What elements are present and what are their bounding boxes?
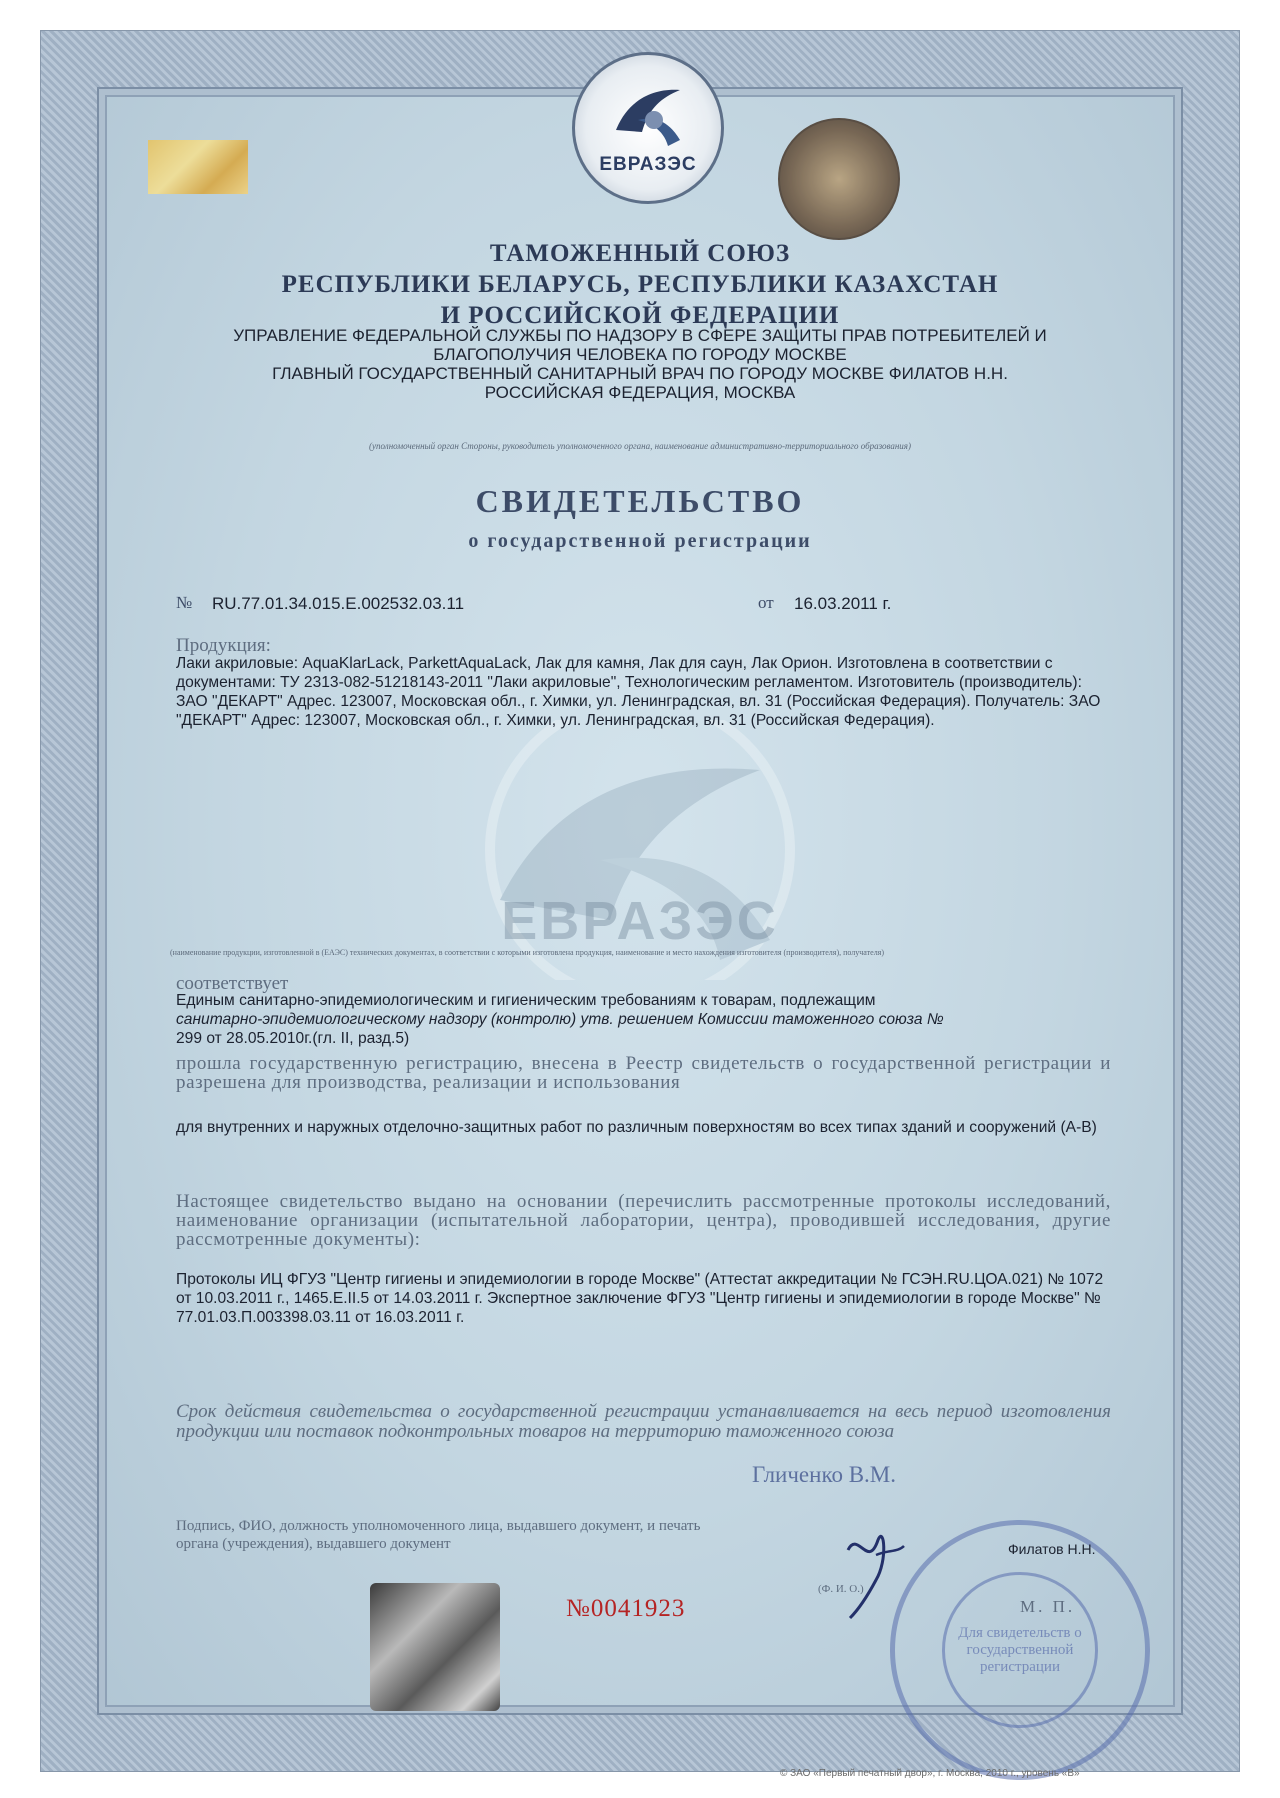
signature-caption: Подпись, ФИО, должность уполномоченного лица, выдавшего документ, и печать органа (учреждения), выдавшего документ [176,1518,701,1552]
authority-block [150,326,1130,402]
signer-name: Филатов Н.Н. [1008,1541,1096,1557]
eurasec-emblem-icon [608,80,688,150]
certificate-number: RU.77.01.34.015.E.002532.03.11 [212,594,465,613]
authority-line: БЛАГОПОЛУЧИЯ ЧЕЛОВЕКА ПО ГОРОДУ МОСКВЕ [433,345,847,364]
product-text: Лаки акриловые: AquaKlarLack, ParkettAquaLack, Лак для камня, Лак для саун, Лак Орион. Изготовлена в соответствии с документами: ТУ 2313-082-51218143-2011 "Лаки акриловые", Технологическим регламентом. Изготовитель (производитель): ЗАО "ДЕКАРТ" Адрес. 123007, Московская обл., г. Химки, ул. Ленинградская, вл. 31 (Российская Федерация). Получатель: ЗАО "ДЕКАРТ" Адрес: 123007, Московская обл., г. Химки, ул. Ленинградская, вл. 31 (Российская Федерация). [176,655,1101,729]
printer-imprint: © ЗАО «Первый печатный двор», г. Москва, 2010 г., уровень «В» [780,1768,1080,1779]
product-caption: (наименование продукции, изготовленной в (ЕАЭС) технических документах, в соответствии с которыми изготовлена продукция, наименование и место нахождения изготовителя (производителя), получателя) [170,948,885,957]
compliance-label: соответствует [176,973,289,994]
number-label: № [176,593,193,612]
stamp-place-label: М. П. [1020,1597,1076,1616]
fio-caption: (Ф. И. О.) [818,1583,864,1595]
official-stamp [890,1520,1150,1780]
signer-stamp-name: Гличенко В.М. [752,1462,896,1487]
union-line: ТАМОЖЕННЫЙ СОЮЗ [489,240,791,267]
authority-line: ГЛАВНЫЙ ГОСУДАРСТВЕННЫЙ САНИТАРНЫЙ ВРАЧ ПО ГОРОДУ МОСКВЕ ФИЛАТОВ Н.Н. [272,364,1008,383]
union-line: РЕСПУБЛИКИ БЕЛАРУСЬ, РЕСПУБЛИКИ КАЗАХСТАН [281,271,999,298]
hologram-strip [148,140,248,194]
validity-text: Срок действия свидетельства о государственной регистрации устанавливается на весь период изготовления продукции или поставок подконтрольных товаров на территорию таможенного союза [176,1401,1111,1442]
watermark-text: ЕВРАЗЭС [501,891,779,951]
serial-number: №0041923 [566,1595,686,1622]
certificate-title: СВИДЕТЕЛЬСТВО [475,483,805,519]
signature-icon [828,1510,928,1620]
compliance-line: 299 от 28.05.2010г.(гл. II, разд.5) [176,1030,410,1047]
product-label: Продукция: [176,635,271,656]
emblem-label: ЕВРАЗЭС [599,154,697,175]
embossed-seal-icon [778,118,900,240]
basis-text: Протоколы ИЦ ФГУЗ "Центр гигиены и эпидемиологии в городе Москве" (Аттестат аккредитации № ГСЭН.RU.ЦОА.021) № 1072 от 10.03.2011 г., 1465.Е.II.5 от 14.03.2011 г. Экспертное заключение ФГУЗ "Центр гигиены и эпидемиологии в городе Москве" № 77.01.03.П.003398.03.11 от 16.03.2011 г. [176,1271,1104,1326]
eurasec-emblem [572,52,724,204]
date-label: от [758,593,774,612]
certificate-date: 16.03.2011 г. [794,594,892,613]
authority-line: УПРАВЛЕНИЕ ФЕДЕРАЛЬНОЙ СЛУЖБЫ ПО НАДЗОРУ В СФЕРЕ ЗАЩИТЫ ПРАВ ПОТРЕБИТЕЛЕЙ И [233,326,1047,345]
union-line: И РОССИЙСКОЙ ФЕДЕРАЦИИ [440,302,840,329]
registration-text: для внутренних и наружных отделочно-защитных работ по различным поверхностям во всех типах зданий и сооружений (А-В) [176,1119,1097,1136]
registration-label: прошла государственную регистрацию, внесена в Реестр свидетельств о государственной регистрации и разрешена для производства, реализации и использования [176,1053,1111,1093]
compliance-line: Единым санитарно-эпидемиологическим и гигиеническим требованиям к товарам, подлежащим [176,992,876,1009]
certificate-subtitle: о государственной регистрации [468,530,812,552]
compliance-text [176,991,1111,1048]
compliance-line: санитарно-эпидемиологическому надзору (контролю) утв. решением Комиссии таможенного союза № [176,1011,944,1028]
authority-caption: (уполномоченный орган Стороны, руководитель уполномоченного органа, наименование административно-территориального образования) [369,441,911,451]
hologram-sticker [370,1583,500,1711]
customs-union-title [120,238,1160,331]
basis-label: Настоящее свидетельство выдано на основании (перечислить рассмотренные протоколы исследований, наименование организации (испытательной лаборатории, центра), проводившей исследования, другие рассмотренные документы): [176,1191,1111,1250]
authority-line: РОССИЙСКАЯ ФЕДЕРАЦИЯ, МОСКВА [484,383,796,402]
stamp-text: Для свидетельств о государственной регистрации [942,1572,1098,1728]
